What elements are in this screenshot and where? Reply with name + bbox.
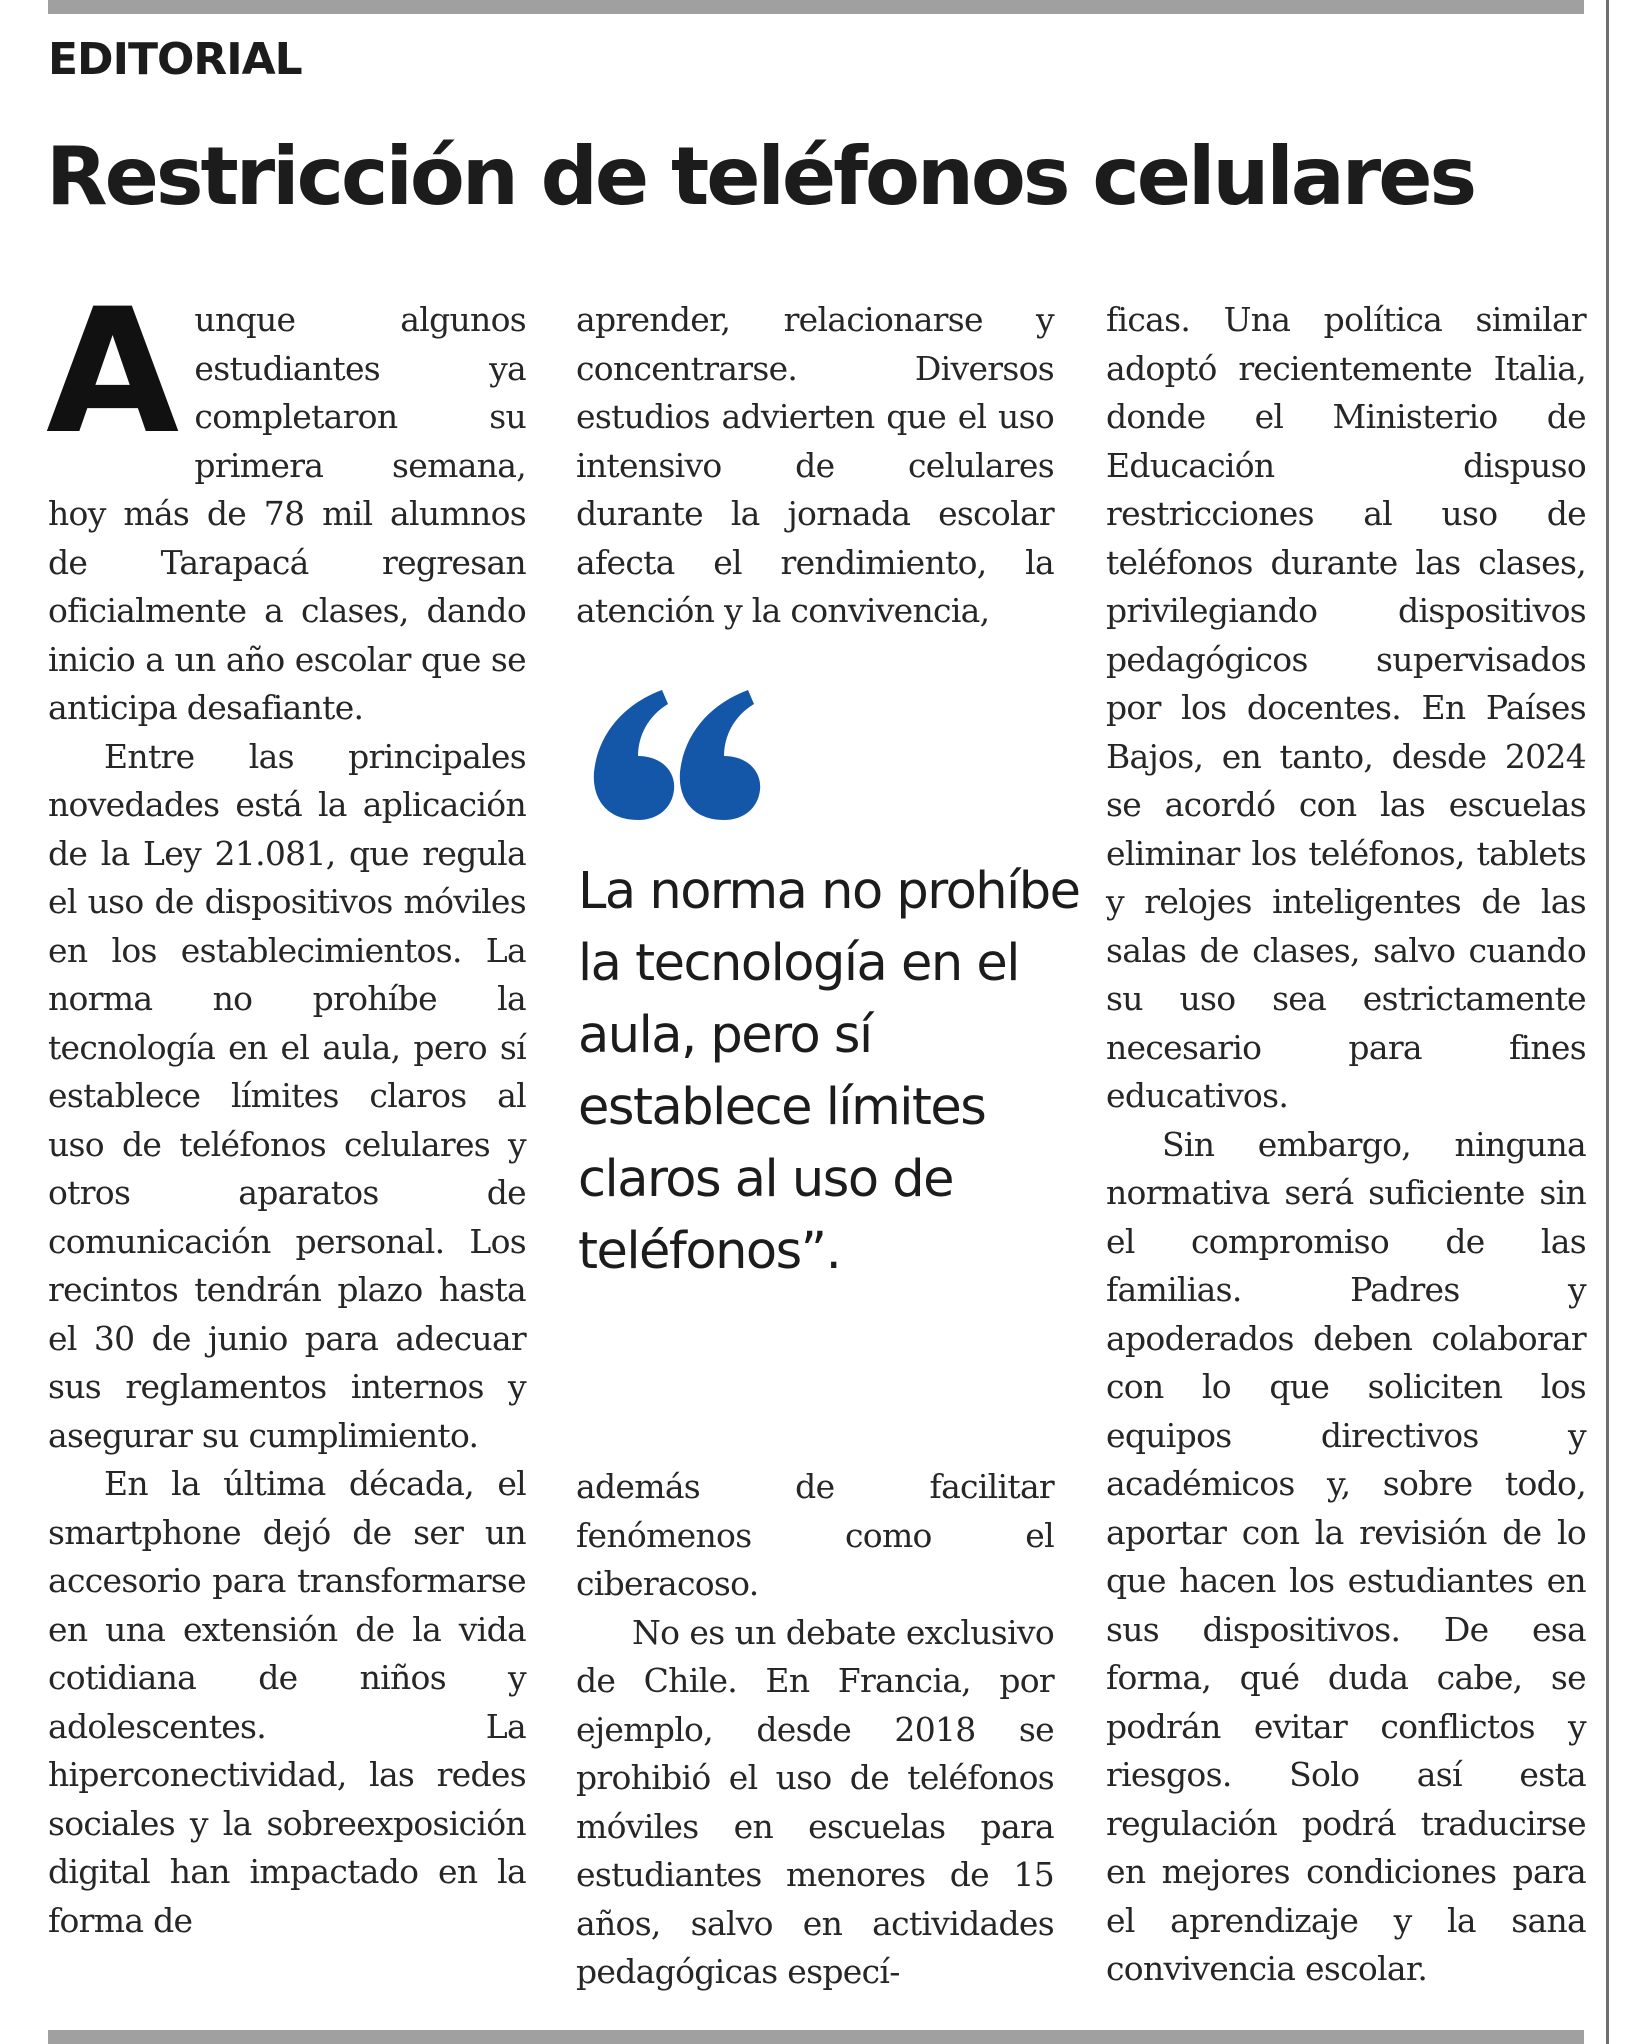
paragraph-1-text: unque algunos estudiantes ya completaron su primera semana, hoy más de 78 mil alumnos de Tarapacá regresan oficialmente a clases, dando inicio a un año escolar que se anticipa desafiante. [48,300,526,727]
paragraph-5: además de facilitar fenómenos como el ciberacoso. [576,1467,1054,1603]
paragraph-3: En la última década, el smartphone dejó de ser un accesorio para transformarse en una extensión de la vida cotidiana de niños y adolescentes. La hiperconectividad, las redes sociales y la sobreexposición digital han impactado en la forma de [48,1464,526,1940]
headline: Restricción de teléfonos celulares [46,130,1475,223]
paragraph-4: aprender, relacionarse y concentrarse. Diversos estudios advierten que el uso intensivo de celulares durante la jornada escolar afecta el rendimiento, la atención y la convivencia, [576,300,1054,630]
column-3 [1106,296,1586,1994]
paragraph-2: Entre las principales novedades está la aplicación de la Ley 21.081, que regula el uso de dispositivos móviles en los establecimientos. La norma no prohíbe la tecnología en el aula, pero sí establece límites claros al uso de teléfonos celulares y otros aparatos de comunicación personal. Los recintos tendrán plazo hasta el 30 de junio para adecuar sus reglamentos internos y asegurar su cumplimiento. [48,736,526,1455]
column-1 [46,271,526,1945]
bottom-rule [48,2030,1584,2044]
pull-quote: La norma no prohíbe la tecnología en el aula, pero sí establece límites claros al uso de teléfonos”. [578,862,1080,1281]
drop-cap: A [46,271,179,472]
top-rule [48,0,1584,14]
paragraph-6: No es un debate exclusivo de Chile. En Francia, por ejemplo, desde 2018 se prohibió el uso de teléfonos móviles en escuelas para estudiantes menores de 15 años, salvo en actividades pedagógicas especí- [576,1612,1054,1991]
column-border-right [1606,0,1609,2044]
paragraph-1 [46,271,526,733]
section-label: EDITORIAL [48,34,302,85]
quote-mark-right-glyph [680,690,760,820]
column-2-bottom [576,1463,1054,1997]
quote-mark-left-glyph [594,690,674,820]
column-2-top [576,296,1054,636]
quote-mark-icon [586,690,762,860]
paragraph-7: ficas. Una política similar adoptó recientemente Italia, donde el Ministerio de Educación dispuso restricciones al uso de teléfonos durante las clases, privilegiando dispositivos pedagógicos supervisados por los docentes. En Países Bajos, en tanto, desde 2024 se acordó con las escuelas eliminar los teléfonos, tablets y relojes inteligentes de las salas de clases, salvo cuando su uso sea estrictamente necesario para fines educativos. [1106,300,1586,1115]
paragraph-8: Sin embargo, ninguna normativa será suficiente sin el compromiso de las familias. Padres y apoderados deben colaborar con lo que soliciten los equipos directivos y académicos y, sobre todo, aportar con la revisión de lo que hacen los estudiantes en sus dispositivos. De esa forma, qué duda cabe, se podrán evitar conflictos y riesgos. Solo así esta regulación podrá traducirse en mejores condiciones para el aprendizaje y la sana convivencia escolar. [1106,1124,1586,1988]
